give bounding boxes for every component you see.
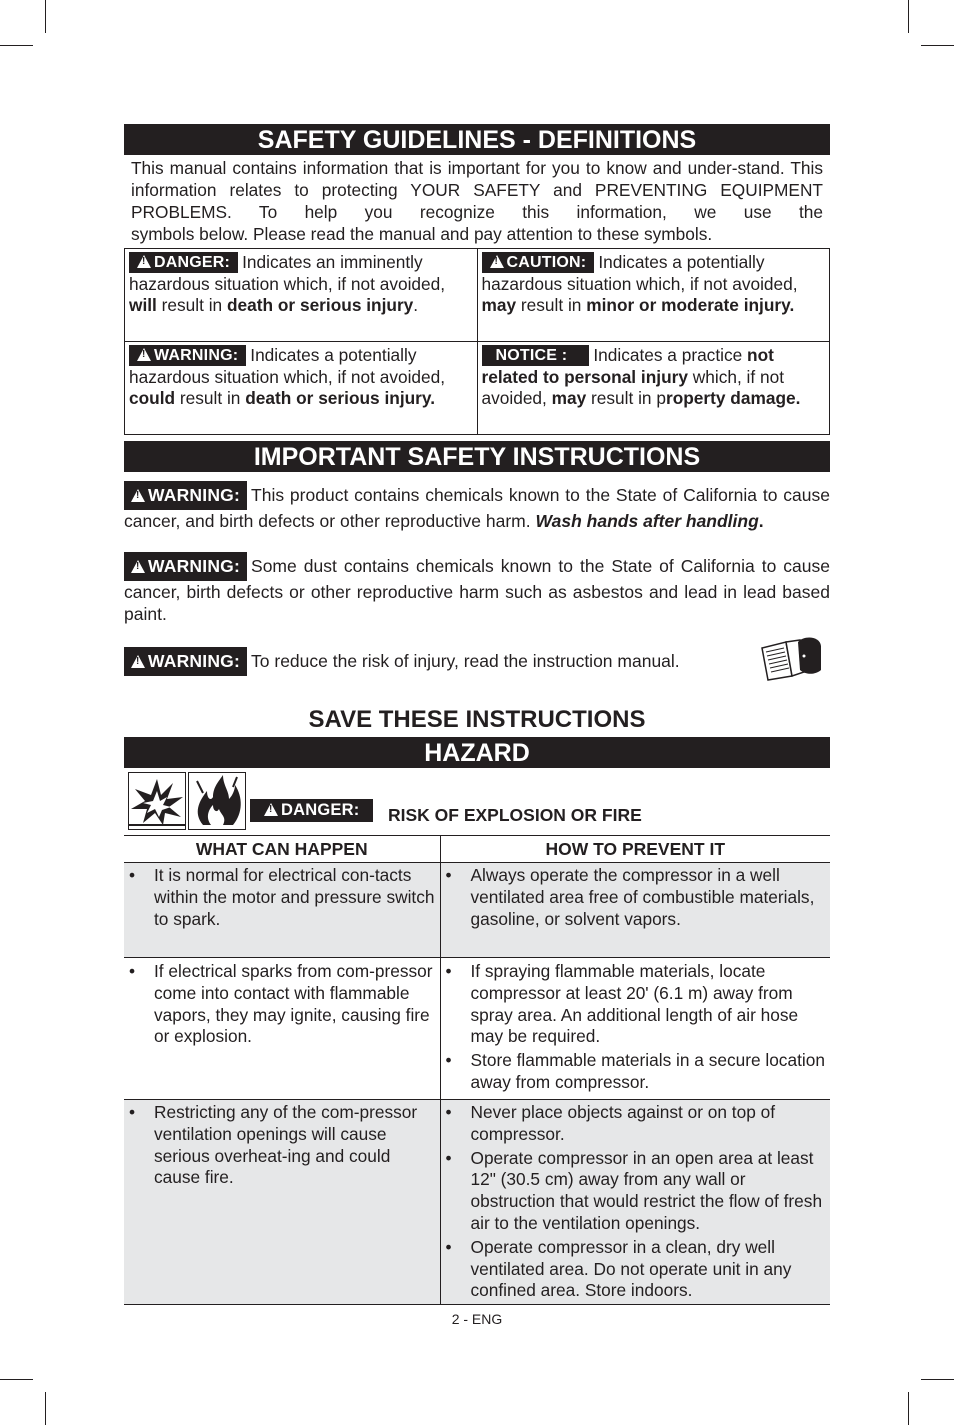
section-title-important: IMPORTANT SAFETY INSTRUCTIONS: [124, 441, 830, 472]
list-item: • Operate compressor in a clean, dry well ventilated area. Do not operate unit in any confined area. Store indoors.: [441, 1237, 827, 1302]
crop-mark: [921, 45, 954, 46]
warning-chemicals: !WARNING: This product contains chemicals known to the State of California to cause cancer, and birth defects or other reproductive harm. Wash hands after handling.: [124, 481, 830, 532]
warning-triangle-icon: [490, 255, 504, 268]
notice-signal: NOTICE :: [482, 345, 590, 366]
danger-signal: !DANGER:: [250, 799, 373, 822]
hazard-caption: RISK OF EXPLOSION OR FIRE: [388, 805, 642, 825]
warning-triangle-icon: [131, 655, 145, 668]
danger-signal: !DANGER:: [129, 252, 238, 273]
read-manual-icon: [760, 636, 822, 682]
list-item: • Store flammable materials in a secure location away from compressor.: [441, 1050, 827, 1094]
column-header-how-to-prevent: HOW TO PREVENT IT: [440, 836, 830, 863]
list-item: • If spraying flammable materials, locate compressor at least 20' (6.1 m) away from spray area. An additional length of air hose may be required.: [441, 961, 827, 1048]
danger-definition: !DANGER: Indicates an imminently hazardous situation which, if not avoided, will result in death or serious injury.: [125, 249, 478, 342]
save-instructions-heading: SAVE THESE INSTRUCTIONS: [308, 706, 646, 733]
crop-mark: [0, 45, 33, 46]
notice-definition: NOTICE : Indicates a practice not related to personal injury which, if not avoided, may result in property damage.: [477, 342, 830, 435]
warning-signal: !WARNING:: [124, 481, 247, 510]
warning-signal: !WARNING:: [129, 345, 246, 366]
manual-page: [124, 124, 830, 1305]
crop-mark: [45, 0, 46, 33]
table-row: [124, 863, 830, 958]
section-title-definitions: SAFETY GUIDELINES - DEFINITIONS: [124, 124, 830, 155]
column-header-what-can-happen: WHAT CAN HAPPEN: [124, 836, 440, 863]
signal-word-definitions: [124, 248, 830, 435]
hazard-symbol-row: [124, 772, 830, 835]
crop-mark: [908, 0, 909, 33]
crop-mark: [0, 1379, 33, 1380]
warning-triangle-icon: [137, 255, 151, 268]
list-item: • Never place objects against or on top of compressor.: [441, 1102, 827, 1146]
definitions-intro: This manual contains information that is important for you to know and under-stand. This information relates to protecting YOUR SAFETY and PREVENTING EQUIPMENT PROBLEMS. To help you recognize this information, we use the symbols below. Please read the manual and pay attention to these symbols.: [131, 158, 823, 244]
hazard-table: [124, 835, 830, 1305]
warning-signal: !WARNING:: [124, 647, 247, 676]
warning-triangle-icon: [264, 803, 278, 816]
list-item: • Operate compressor in an open area at least 12" (30.5 cm) away from any wall or obstruction that would restrict the flow of fresh air to the ventilation openings.: [441, 1148, 827, 1235]
crop-mark: [908, 1392, 909, 1425]
crop-mark: [45, 1392, 46, 1425]
warning-definition: !WARNING: Indicates a potentially hazardous situation which, if not avoided, could result in death or serious injury.: [125, 342, 478, 435]
list-item: • If electrical sparks from com-pressor come into contact with flammable vapors, they may ignite, causing fire or explosion.: [124, 961, 436, 1048]
explosion-icon: [128, 772, 186, 830]
warning-read-manual: !WARNING: To reduce the risk of injury, read the instruction manual.: [124, 647, 830, 676]
caution-signal: !CAUTION:: [482, 252, 595, 273]
warning-signal: !WARNING:: [124, 552, 247, 581]
warning-triangle-icon: [137, 348, 151, 361]
table-row: [124, 1100, 830, 1305]
caution-definition: !CAUTION: Indicates a potentially hazardous situation which, if not avoided, may result in minor or moderate injury.: [477, 249, 830, 342]
list-item: • It is normal for electrical con-tacts within the motor and pressure switch to spark.: [124, 865, 436, 930]
crop-mark: [921, 1379, 954, 1380]
warning-dust: !WARNING: Some dust contains chemicals known to the State of California to cause cancer, birth defects or other reproductive harm such as asbestos and lead in lead based paint.: [124, 552, 830, 625]
warning-triangle-icon: [131, 489, 145, 502]
table-row: [124, 958, 830, 1100]
list-item: • Restricting any of the com-pressor ventilation openings will cause serious overheat-ing and could cause fire.: [124, 1102, 436, 1189]
section-title-hazard: HAZARD: [124, 737, 830, 768]
list-item: • Always operate the compressor in a well ventilated area free of combustible materials, gasoline, or solvent vapors.: [441, 865, 827, 930]
warning-triangle-icon: [131, 560, 145, 573]
fire-icon: [188, 772, 246, 830]
page-number: 2 - ENG: [451, 1311, 503, 1327]
